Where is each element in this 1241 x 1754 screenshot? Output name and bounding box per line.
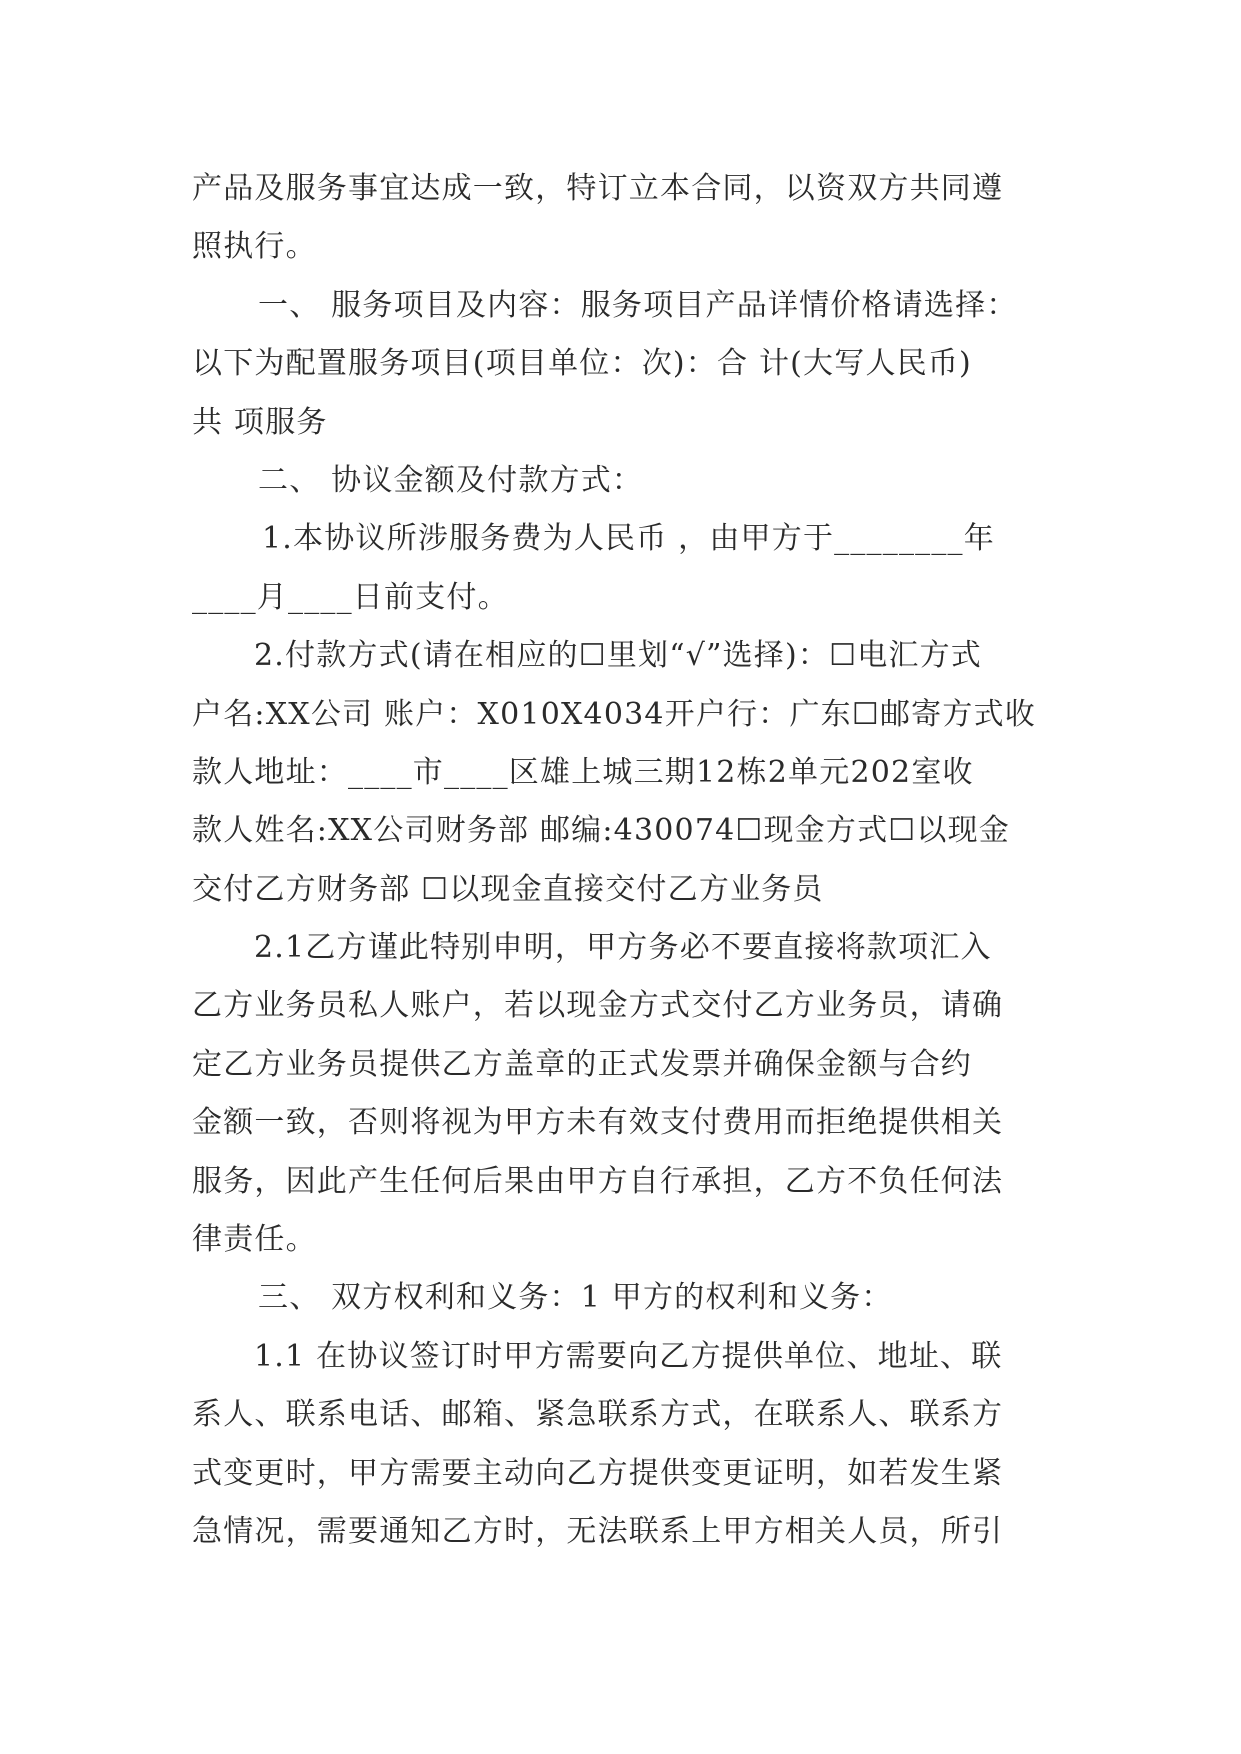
text-line: 款人姓名:XX公司财务部 邮编:430074☐现金方式☐以现金	[192, 813, 1010, 849]
text-line: 定乙方业务员提供乙方盖章的正式发票并确保金额与合约	[192, 1046, 972, 1082]
text-line: 系人、联系电话、邮箱、紧急联系方式，在联系人、联系方	[192, 1397, 1004, 1433]
contract-body	[192, 160, 1062, 1561]
text-line: 乙方业务员私人账户，若以现金方式交付乙方业务员，请确	[192, 988, 1004, 1024]
section-heading-3: 三、 双方权利和义务：1 甲方的权利和义务：	[258, 1280, 893, 1316]
clause-1-1: 1.1 在协议签订时甲方需要向乙方提供单位、地址、联	[254, 1338, 1003, 1374]
text-line: 以下为配置服务项目(项目单位：次)：合 计(大写人民币)	[192, 346, 972, 382]
section-heading-1: 一、 服务项目及内容：服务项目产品详情价格请选择：	[258, 287, 1018, 323]
text-line: 交付乙方财务部 ☐以现金直接交付乙方业务员	[192, 871, 824, 907]
text-line: 共 项服务	[192, 404, 328, 440]
section-heading-2: 二、 协议金额及付款方式：	[258, 462, 644, 498]
text-line: ____月____日前支付。	[192, 579, 509, 615]
clause-2: 2.付款方式(请在相应的☐里划“√”选择)：☐电汇方式	[254, 638, 983, 674]
text-line: 式变更时，甲方需要主动向乙方提供变更证明，如若发生紧	[192, 1455, 1004, 1491]
text-line: 急情况，需要通知乙方时，无法联系上甲方相关人员，所引	[192, 1513, 1004, 1549]
clause-1: 1.本协议所涉服务费为人民币 ，由甲方于________年	[262, 521, 995, 557]
text-line: 款人地址：____市____区雄上城三期12栋2单元202室收	[192, 754, 974, 790]
text-line: 律责任。	[192, 1222, 317, 1258]
text-line: 产品及服务事宜达成一致，特订立本合同，以资双方共同遵	[192, 171, 1004, 206]
text-line: 服务，因此产生任何后果由甲方自行承担，乙方不负任何法	[192, 1163, 1004, 1199]
text-line: 照执行。	[192, 229, 317, 265]
clause-2-1: 2.1乙方谨此特别申明，甲方务必不要直接将款项汇入	[254, 930, 992, 966]
text-line: 金额一致，否则将视为甲方未有效支付费用而拒绝提供相关	[192, 1105, 1004, 1141]
text-line: 户名:XX公司 账户：X010X4034开户行：广东☐邮寄方式收	[192, 696, 1036, 732]
